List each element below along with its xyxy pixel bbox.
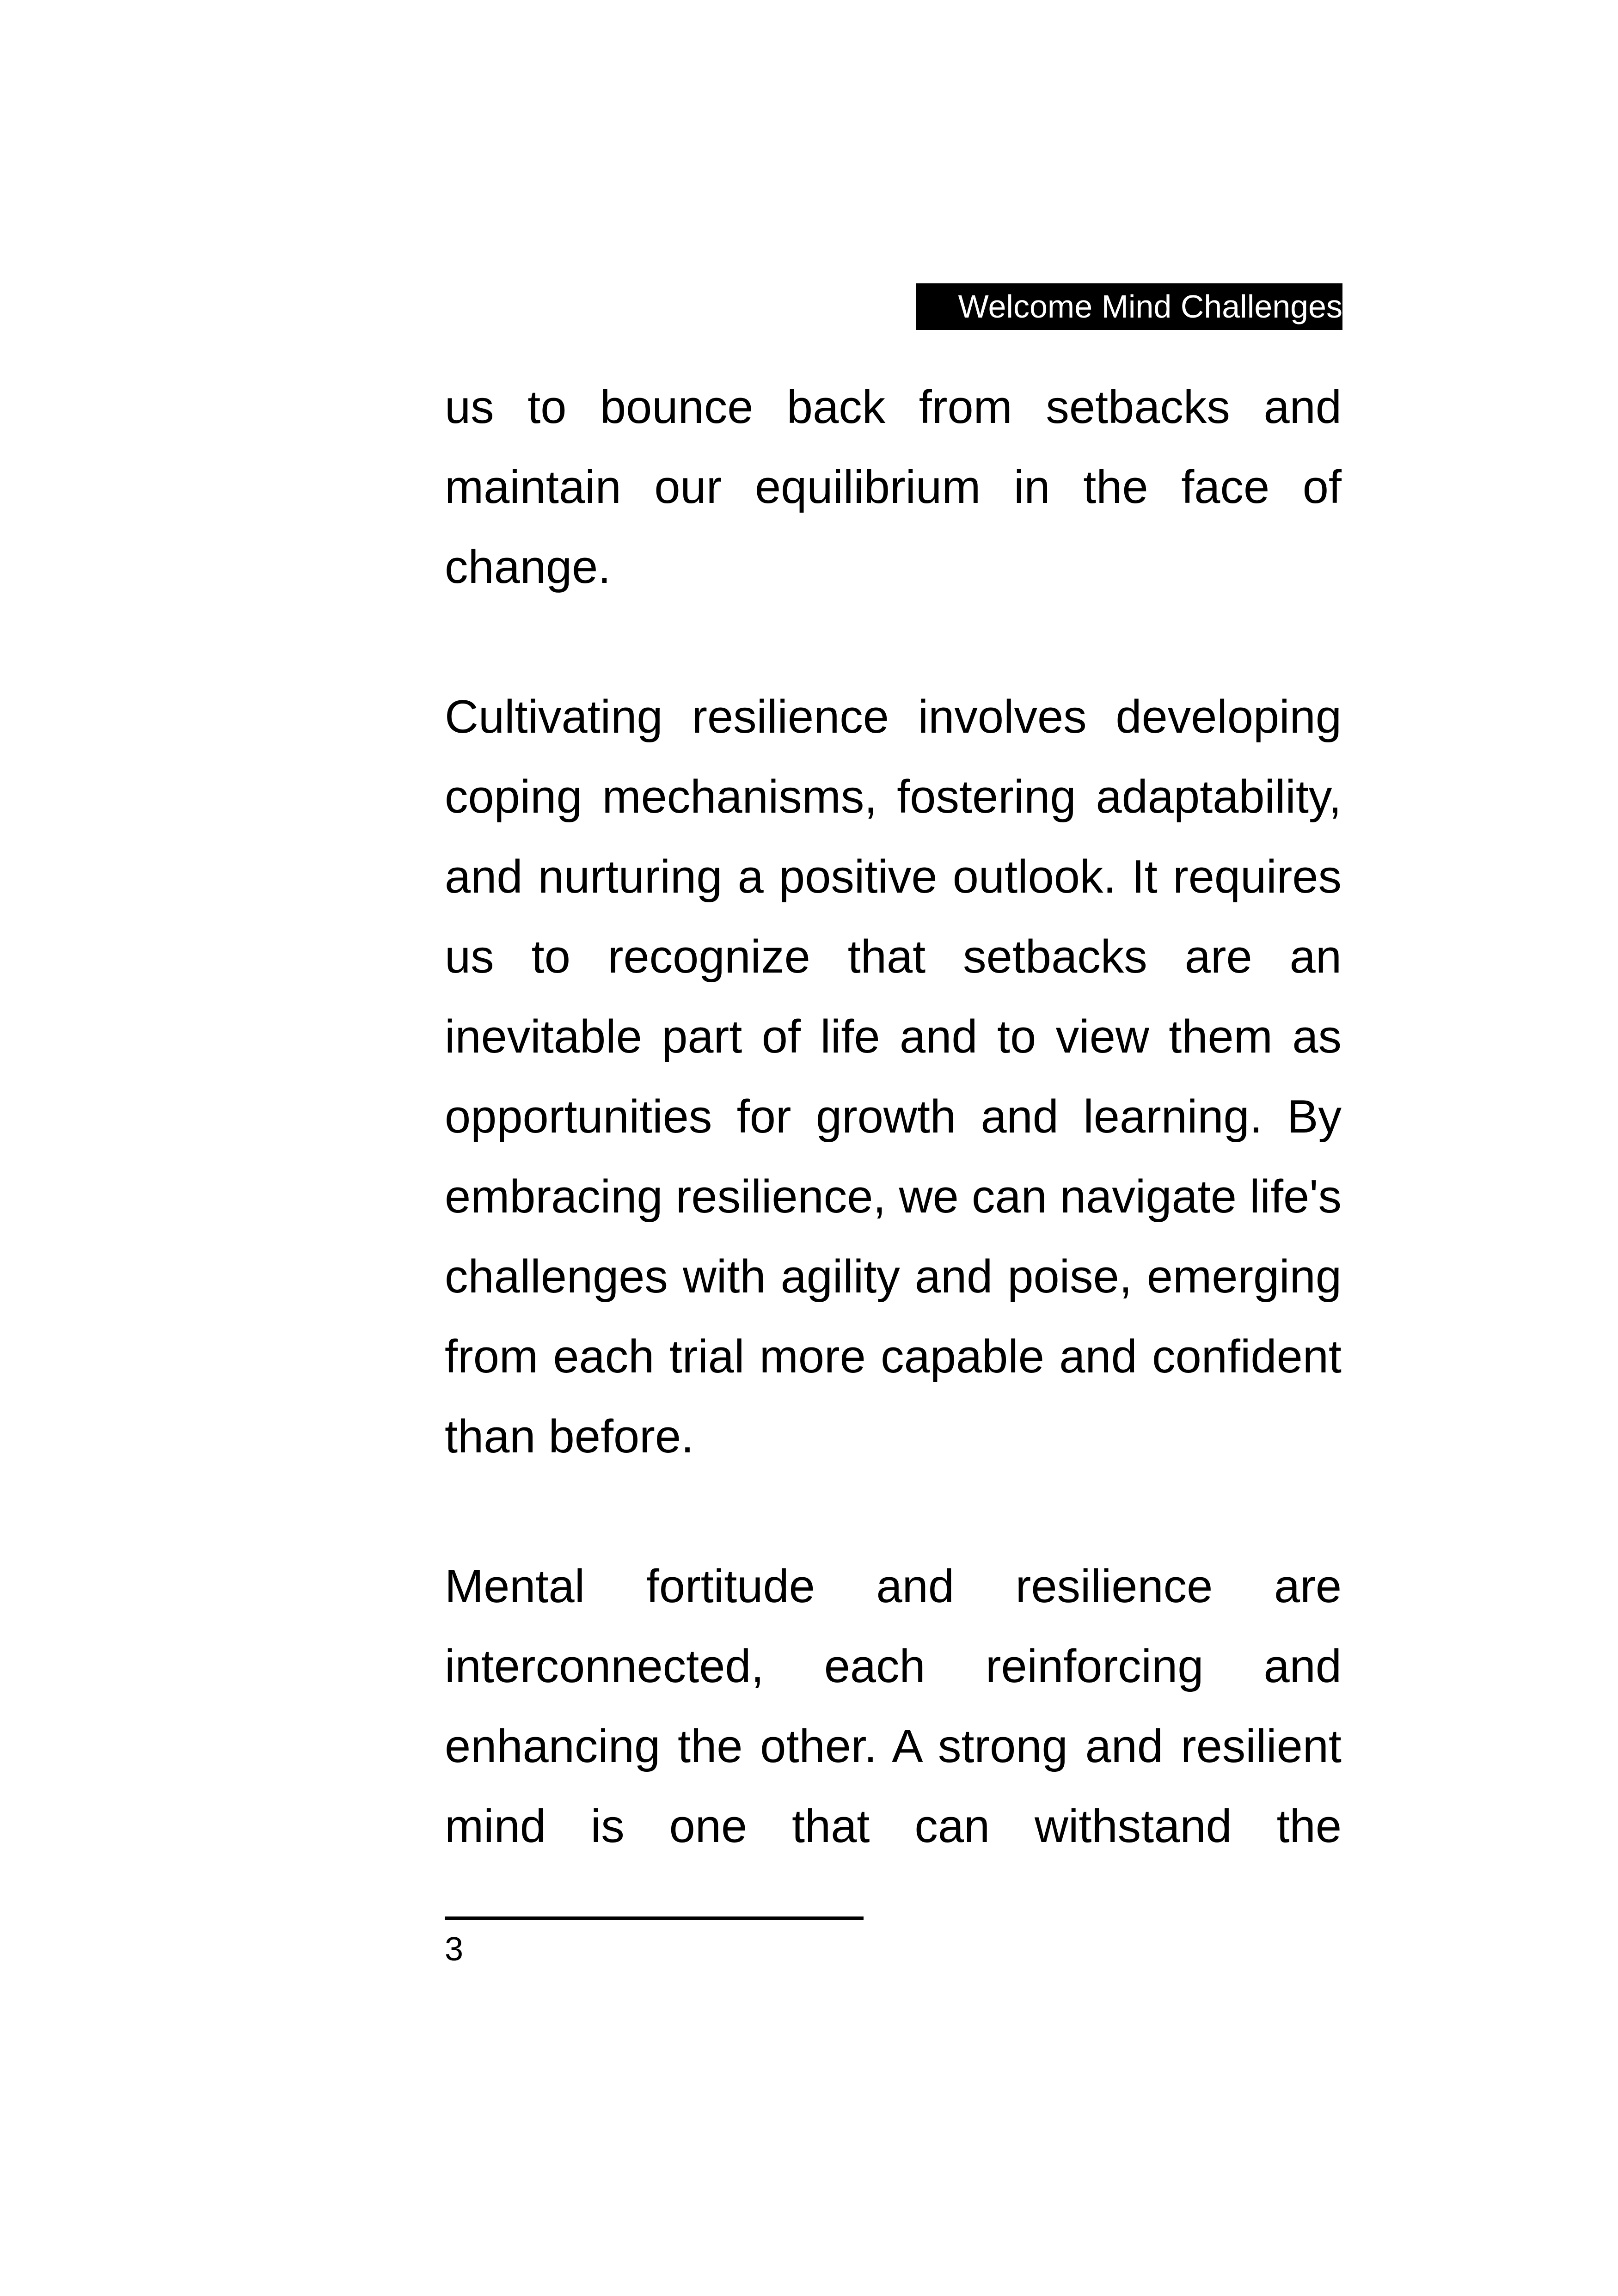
footnote-separator [445,1916,864,1920]
footnote-number: 3 [445,1931,464,1968]
body-text [445,367,1342,1867]
paragraph-continuation: us to bounce back from setbacks and maintain our equilibrium in the face of change. [445,381,1342,593]
paragraph-resilience: Cultivating resilience involves developing coping mechanisms, fostering adaptability, and nurturing a positive outlook. It requires us to recognize that setbacks are an inevitable part of life and to view them as opportunities for growth and learning. By embracing resilience, we can navigate life's challenges with agility and poise, emerging from each trial more capable and confident than before. [445,691,1342,1463]
running-header: Welcome Mind Challenges [916,283,1342,330]
paragraph-fortitude: Mental fortitude and resilience are interconnected, each reinforcing and enhancing the other. A strong and resilient mind is one that can withstand the [445,1561,1342,1852]
